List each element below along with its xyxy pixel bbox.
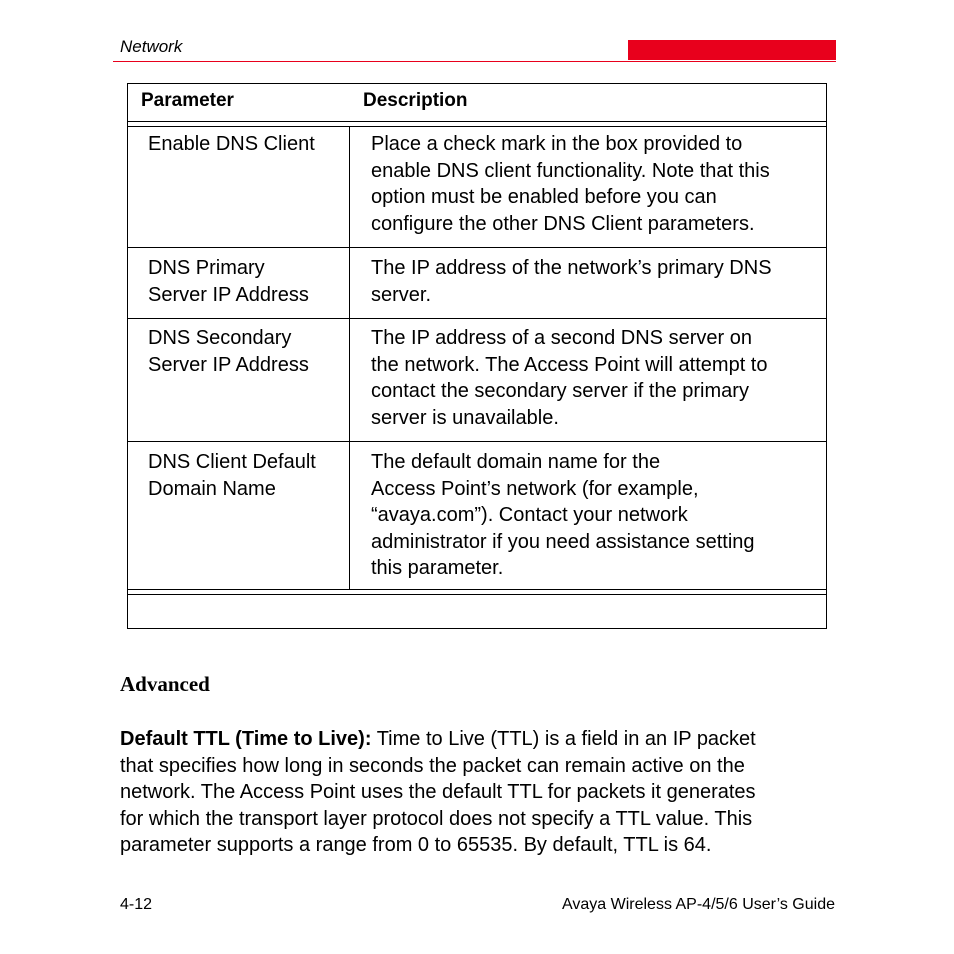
para-text: Time to Live (TTL) is a field in an IP packet bbox=[371, 728, 756, 750]
table-row-param bbox=[148, 449, 316, 502]
desc-line: enable DNS client functionality. Note that this bbox=[371, 159, 770, 182]
table-row-param bbox=[148, 255, 309, 308]
desc-line: The IP address of the network’s primary DNS bbox=[371, 257, 772, 279]
table-row-desc bbox=[371, 449, 755, 582]
desc-line: The default domain name for the bbox=[371, 451, 661, 473]
guide-title: Avaya Wireless AP-4/5/6 User’s Guide bbox=[561, 896, 835, 913]
table-row-param bbox=[148, 131, 315, 158]
header-rule-2 bbox=[128, 126, 826, 127]
desc-line: server is unavailable. bbox=[371, 406, 559, 429]
desc-line: administrator if you need assistance setting bbox=[371, 530, 755, 553]
para-line bbox=[120, 726, 840, 753]
desc-line: configure the other DNS Client parameters. bbox=[371, 212, 755, 235]
param-line: DNS Client Default bbox=[148, 451, 316, 473]
desc-line: Access Point’s network (for example, bbox=[371, 477, 699, 500]
term-default-ttl: Default TTL (Time to Live): bbox=[120, 728, 372, 750]
column-header-parameter: Parameter bbox=[141, 90, 234, 111]
dns-parameter-table bbox=[127, 83, 827, 629]
para-line: that specifies how long in seconds the packet can remain active on the bbox=[120, 754, 745, 777]
table-row-desc bbox=[371, 325, 767, 431]
section-heading-advanced: Advanced bbox=[120, 672, 210, 696]
param-line: DNS Secondary bbox=[148, 327, 292, 349]
table-row-desc bbox=[371, 131, 770, 237]
para-line: for which the transport layer protocol does not specify a TTL value. This bbox=[120, 807, 753, 830]
desc-line: server. bbox=[371, 283, 432, 306]
para-line: network. The Access Point uses the default TTL for packets it generates bbox=[120, 781, 756, 803]
desc-line: this parameter. bbox=[371, 557, 504, 579]
row-divider bbox=[128, 318, 826, 319]
row-divider bbox=[128, 441, 826, 442]
header-accent-bar bbox=[628, 40, 836, 60]
desc-line: contact the secondary server if the primary bbox=[371, 380, 749, 402]
param-line: Enable DNS Client bbox=[148, 133, 315, 155]
row-divider bbox=[128, 594, 826, 595]
desc-line: The IP address of a second DNS server on bbox=[371, 327, 752, 349]
table-row-param bbox=[148, 325, 309, 378]
column-divider bbox=[349, 126, 350, 590]
param-line: Domain Name bbox=[148, 477, 276, 500]
header-rule bbox=[113, 61, 836, 62]
param-line: Server IP Address bbox=[148, 353, 309, 376]
running-header: Network bbox=[120, 37, 183, 56]
para-line: parameter supports a range from 0 to 65535. By default, TTL is 64. bbox=[120, 834, 712, 856]
desc-line: Place a check mark in the box provided to bbox=[371, 133, 743, 155]
column-header-description: Description bbox=[363, 90, 468, 111]
desc-line: option must be enabled before you can bbox=[371, 186, 717, 208]
row-divider bbox=[128, 247, 826, 248]
page-number: 4-12 bbox=[120, 896, 153, 913]
desc-line: the network. The Access Point will attempt to bbox=[371, 353, 768, 376]
header-rule-1 bbox=[128, 121, 826, 122]
param-line: Server IP Address bbox=[148, 283, 309, 306]
table-row-desc bbox=[371, 255, 772, 308]
param-line: DNS Primary bbox=[148, 257, 265, 279]
row-divider bbox=[128, 589, 826, 590]
desc-line: “avaya.com”). Contact your network bbox=[371, 504, 688, 526]
default-ttl-paragraph bbox=[120, 726, 840, 859]
